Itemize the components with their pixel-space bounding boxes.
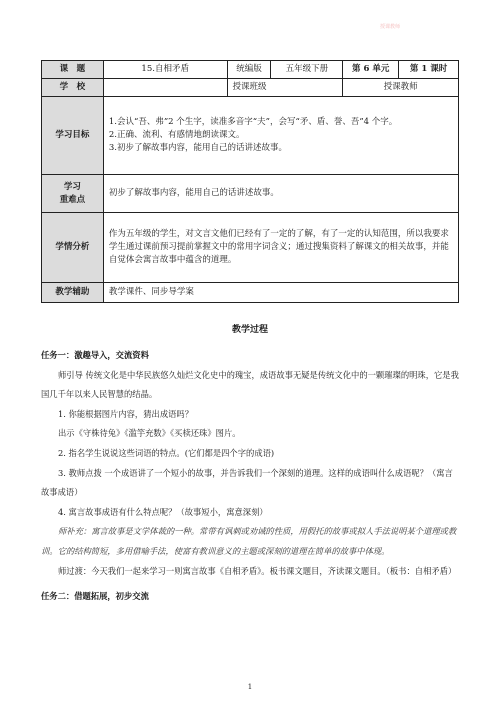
objective-item: 2.正确、流利、有感情地朗读课文。 bbox=[108, 130, 245, 141]
watermark-text: 授课教师 bbox=[380, 24, 401, 30]
key-points-label-line: 学习 bbox=[63, 181, 81, 192]
key-points-label-line: 重难点 bbox=[59, 194, 86, 205]
task-heading: 任务二：借题拓展，初步交流 bbox=[41, 591, 149, 602]
analysis-label: 学情分析 bbox=[42, 213, 104, 283]
paragraph: 4. 寓言故事成语有什么特点呢？（故事短小，寓意深刻） bbox=[58, 506, 268, 517]
paragraph: 1. 你能根据图片内容，猜出成语吗？ bbox=[58, 408, 194, 419]
key-points-label bbox=[42, 175, 104, 213]
table-row bbox=[42, 175, 459, 213]
task-heading: 任务一：激趣导入，交流资料 bbox=[41, 350, 149, 360]
subject-label: 课 题 bbox=[42, 61, 104, 79]
aids-label: 教学辅助 bbox=[42, 283, 104, 303]
table-row bbox=[42, 213, 459, 283]
paragraph: 出示《守株待兔》《滥竽充数》《买椟还珠》图片。 bbox=[58, 428, 241, 439]
objectives-label: 学习目标 bbox=[42, 97, 104, 175]
table-row bbox=[42, 79, 459, 97]
lesson-info-table bbox=[41, 60, 459, 303]
lesson-title: 15.自相矛盾 bbox=[103, 61, 227, 79]
page-number: 1 bbox=[247, 683, 253, 691]
unit: 第 6 单元 bbox=[343, 61, 399, 79]
paragraph: 师过渡：今天我们一起来学习一则寓言故事《自相矛盾》。板书课文题目，齐读课文题目。（板书：自相矛盾） bbox=[58, 565, 457, 576]
table-row bbox=[42, 97, 459, 175]
key-points-content: 初步了解故事内容，能用自己的话讲述故事。 bbox=[103, 175, 458, 213]
teacher-note: 师补充：寓言故事是文学体裁的一种。常带有讽刺或劝诫的性质，用假托的故事或拟人手法说明某个道理或教训。它的结构简短，多用借喻手法，使富有教训意义的主题或深刻的道理在简单的故事中体现。 bbox=[41, 526, 457, 556]
process-title: 教学过程 bbox=[231, 325, 268, 335]
objective-item: 3.初步了解故事内容，能用自己的话讲述故事。 bbox=[108, 143, 287, 154]
period: 第 1 课时 bbox=[399, 61, 459, 79]
paragraph: 师引导 传统文化是中华民族悠久灿烂文化史中的瑰宝，成语故事无疑是传统文化中的一颗璀璨的明珠，它是我国几千年以来人民智慧的结晶。 bbox=[41, 369, 459, 400]
teacher-label: 授课教师 bbox=[343, 79, 459, 97]
school-value bbox=[103, 79, 227, 97]
process-body bbox=[41, 346, 461, 607]
class-label: 授课班级 bbox=[227, 79, 343, 97]
table-row bbox=[42, 283, 459, 303]
table-row bbox=[42, 61, 459, 79]
objectives-content bbox=[103, 97, 458, 175]
analysis-content: 作为五年级的学生，对文言文他们已经有了一定的了解，有了一定的认知范围，所以我要求学生通过课前预习提前掌握文中的常用字词含义；通过搜集资料了解课文的相关故事，并能自觉体会寓言故事中蕴含的道理。 bbox=[103, 213, 458, 283]
paragraph: 2. 指名学生说说这些词语的特点。(它们都是四个字的成语) bbox=[58, 447, 275, 458]
objective-item: 1.会认“吾、弗”2 个生字，读准多音字“夫”，会写“矛、盾、誉、吾”4 个字。 bbox=[108, 117, 398, 128]
school-label: 学 校 bbox=[42, 79, 104, 97]
paragraph: 3. 教师点拨 一个成语讲了一个短小的故事，并告诉我们一个深刻的道理。这样的成语叫什么成语呢？（寓言故事成语） bbox=[41, 467, 453, 498]
edition: 统编版 bbox=[227, 61, 271, 79]
aids-content: 教学课件、同步导学案 bbox=[103, 283, 458, 303]
grade: 五年级下册 bbox=[271, 61, 343, 79]
